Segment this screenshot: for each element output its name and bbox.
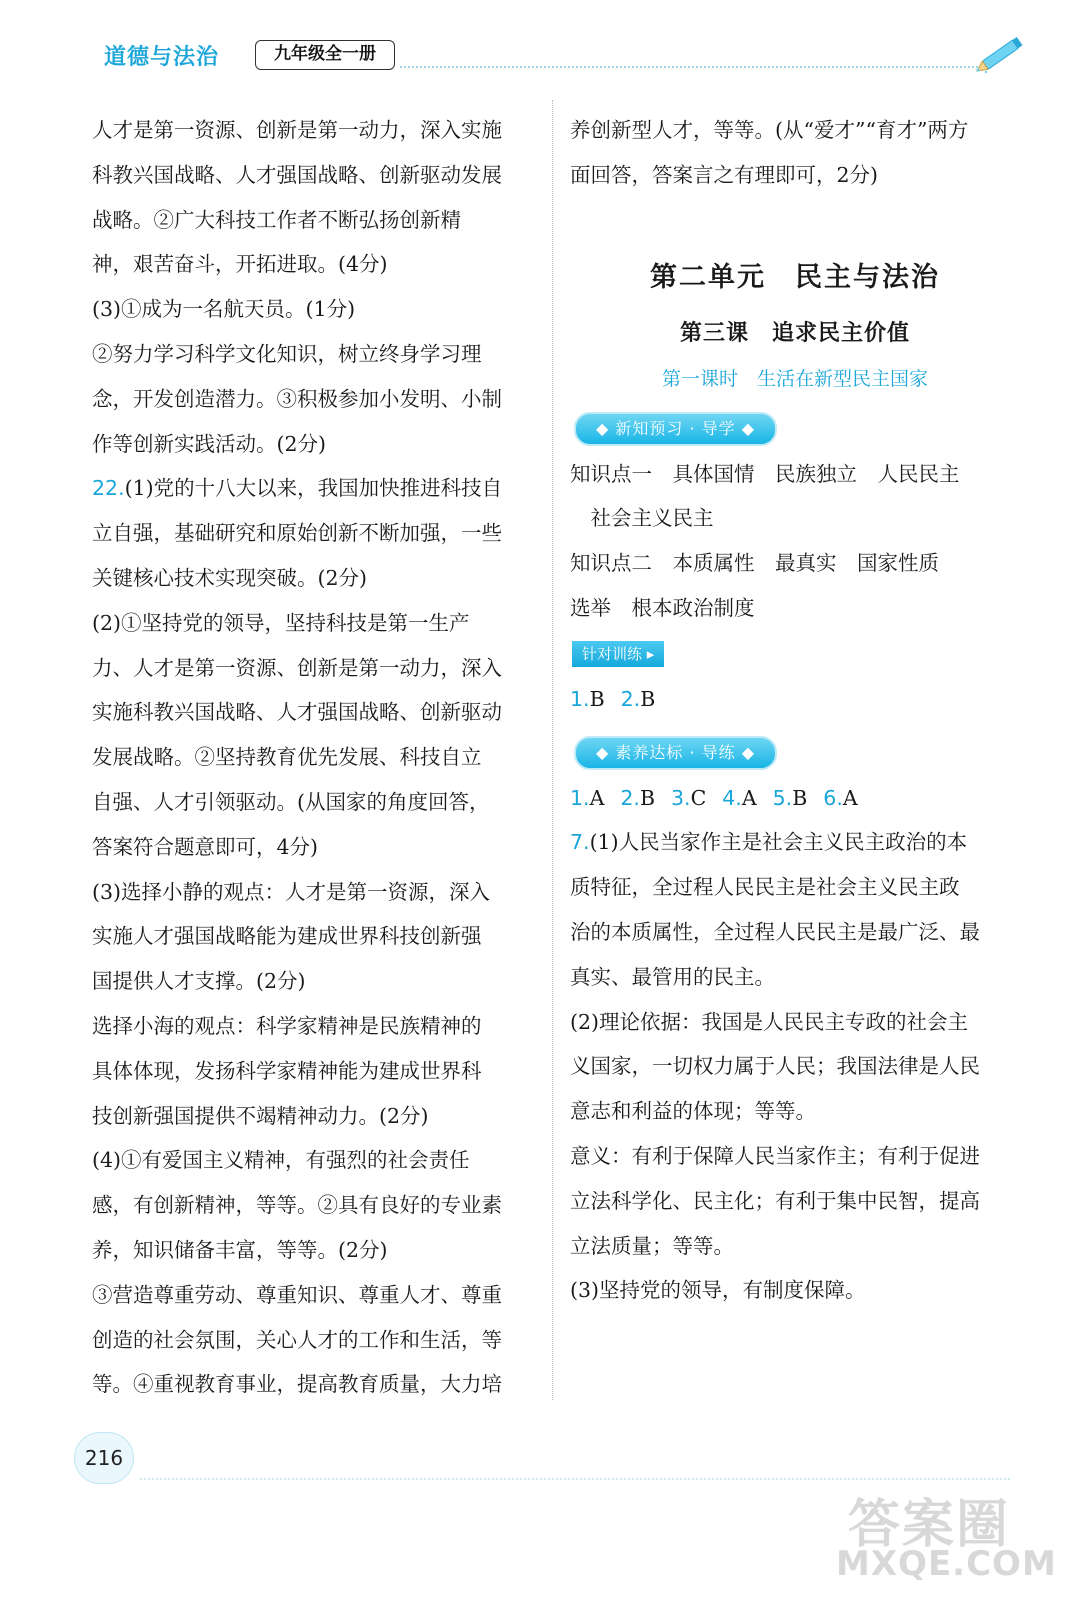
answer-line: (2)①坚持党的领导，坚持科技是第一生产 bbox=[92, 610, 470, 635]
choice-answer: B bbox=[589, 686, 605, 711]
answer-line: 力、人才是第一资源、创新是第一动力，深入 bbox=[92, 655, 502, 680]
column-divider bbox=[552, 100, 553, 1400]
answer-line: 神，艰苦奋斗，开拓进取。(4分) bbox=[92, 252, 388, 277]
question-number: 7. bbox=[570, 830, 590, 855]
answer-line: 立法科学化、民主化；有利于集中民智，提高 bbox=[570, 1188, 980, 1213]
choice-answer: A bbox=[589, 785, 605, 810]
answer-line: 念，开发创造潜力。③积极参加小发明、小制 bbox=[92, 386, 502, 411]
choice-answer: A bbox=[842, 785, 858, 810]
period-title: 第一课时 生活在新型民主国家 bbox=[661, 367, 928, 390]
knowledge-line: 知识点二 本质属性 最真实 国家性质 bbox=[570, 551, 939, 576]
choice-answer: B bbox=[792, 785, 808, 810]
answer-line: 实施科教兴国战略、人才强国战略、创新驱动 bbox=[92, 700, 502, 725]
section-label-training: 针对训练 ▸ bbox=[572, 641, 664, 667]
answer-line: 选择小海的观点：科学家精神是民族精神的 bbox=[92, 1013, 482, 1038]
answer-line: 面回答，答案言之有理即可，2分) bbox=[570, 162, 879, 187]
answer-line: ③营造尊重劳动、尊重知识、尊重人才、尊重 bbox=[92, 1282, 502, 1307]
question-number: 1. bbox=[570, 686, 590, 711]
answer-line: 意志和利益的体现；等等。 bbox=[570, 1099, 816, 1124]
answer-line bbox=[570, 820, 1020, 865]
unit-title: 第二单元 民主与法治 bbox=[650, 261, 940, 293]
answer-line: 创造的社会氛围，关心人才的工作和生活，等 bbox=[92, 1327, 502, 1352]
question-number: 6. bbox=[823, 785, 843, 810]
answer-line: ②努力学习科学文化知识，树立终身学习理 bbox=[92, 341, 482, 366]
question-number: 4. bbox=[722, 785, 742, 810]
header-dotted-line bbox=[400, 66, 990, 68]
choice-answer: B bbox=[639, 785, 656, 810]
left-column bbox=[92, 108, 532, 1407]
watermark-line1: 答案圈 bbox=[848, 1495, 1011, 1555]
answer-line: 立自强，基础研究和原始创新不断加强，一些 bbox=[92, 521, 502, 546]
knowledge-line: 选举 根本政治制度 bbox=[570, 595, 755, 620]
subject-title: 道德与法治 bbox=[104, 45, 220, 70]
answer-line: 战略。②广大科技工作者不断弘扬创新精 bbox=[92, 207, 461, 232]
answer-line: (3)①成为一名航天员。(1分) bbox=[92, 297, 356, 322]
answer-line: 答案符合题意即可，4分) bbox=[92, 834, 319, 859]
knowledge-line: 知识点一 具体国情 民族独立 人民民主 bbox=[570, 461, 960, 486]
right-column bbox=[570, 108, 1020, 1313]
answer-text: (1)党的十八大以来，我国加快推进科技自 bbox=[124, 476, 503, 501]
watermark-line2: MXQE.COM bbox=[836, 1544, 1057, 1584]
choice-answer: C bbox=[690, 785, 707, 810]
answer-line: (3)坚持党的领导，有制度保障。 bbox=[570, 1278, 866, 1303]
answer-line bbox=[92, 466, 532, 511]
page-header bbox=[0, 0, 1085, 90]
question-number: 3. bbox=[671, 785, 691, 810]
answer-line: 立法质量；等等。 bbox=[570, 1233, 734, 1258]
grade-label: 九年级全一册 bbox=[255, 40, 395, 70]
answer-line: 发展战略。②坚持教育优先发展、科技自立 bbox=[92, 745, 482, 770]
watermark bbox=[818, 1482, 1068, 1592]
answer-line: 义国家，一切权力属于人民；我国法律是人民 bbox=[570, 1054, 980, 1079]
choice-answer: B bbox=[640, 686, 656, 711]
question-number: 2. bbox=[620, 785, 640, 810]
footer-dotted-line bbox=[140, 1478, 1010, 1480]
question-number: 1. bbox=[570, 785, 590, 810]
section-label-practice: ◆ 素养达标 · 导练 ◆ bbox=[574, 736, 777, 770]
answer-line: 养，知识储备丰富，等等。(2分) bbox=[92, 1237, 388, 1262]
answer-line: 实施人才强国战略能为建成世界科技创新强 bbox=[92, 924, 482, 949]
page-number-badge bbox=[66, 1430, 136, 1486]
answer-line: 真实、最管用的民主。 bbox=[570, 964, 775, 989]
mc-answers bbox=[570, 776, 1020, 821]
question-number: 2. bbox=[620, 686, 641, 711]
answer-line: 技创新强国提供不竭精神动力。(2分) bbox=[92, 1103, 429, 1128]
choice-answer: A bbox=[741, 785, 757, 810]
lesson-title: 第三课 追求民主价值 bbox=[679, 319, 910, 346]
answer-line: (3)选择小静的观点：人才是第一资源，深入 bbox=[92, 879, 491, 904]
answer-line: 人才是第一资源、创新是第一动力，深入实施 bbox=[92, 118, 502, 142]
pen-icon bbox=[968, 30, 1038, 78]
answer-line: 自强、人才引领驱动。(从国家的角度回答， bbox=[92, 789, 490, 814]
knowledge-line: 社会主义民主 bbox=[570, 506, 714, 531]
answer-line: 等。④重视教育事业，提高教育质量，大力培 bbox=[92, 1372, 502, 1397]
answer-text: (1)人民当家作主是社会主义民主政治的本 bbox=[589, 830, 968, 855]
question-number: 22. bbox=[92, 476, 125, 501]
section-label-preview: ◆ 新知预习 · 导学 ◆ bbox=[574, 412, 777, 446]
answer-line: 意义：有利于保障人民当家作主；有利于促进 bbox=[570, 1143, 980, 1168]
answer-line: (2)理论依据：我国是人民民主专政的社会主 bbox=[570, 1009, 969, 1034]
answer-line: 具体体现，发扬科学家精神能为建成世界科 bbox=[92, 1058, 482, 1083]
page-number: 216 bbox=[74, 1432, 134, 1484]
answer-line: 质特征，全过程人民民主是社会主义民主政 bbox=[570, 875, 960, 900]
answer-line: 感，有创新精神，等等。②具有良好的专业素 bbox=[92, 1193, 502, 1218]
answer-line: 科教兴国战略、人才强国战略、创新驱动发展 bbox=[92, 162, 502, 187]
answer-line: 关键核心技术实现突破。(2分) bbox=[92, 565, 368, 590]
training-answers bbox=[570, 677, 1020, 722]
answer-line: (4)①有爱国主义精神，有强烈的社会责任 bbox=[92, 1148, 470, 1173]
question-number: 5. bbox=[772, 785, 793, 810]
answer-line: 国提供人才支撑。(2分) bbox=[92, 969, 306, 994]
answer-line: 养创新型人才，等等。(从“爱才”“育才”两方 bbox=[570, 118, 969, 142]
answer-line: 治的本质属性，全过程人民民主是最广泛、最 bbox=[570, 919, 980, 944]
answer-line: 作等创新实践活动。(2分) bbox=[92, 431, 327, 456]
